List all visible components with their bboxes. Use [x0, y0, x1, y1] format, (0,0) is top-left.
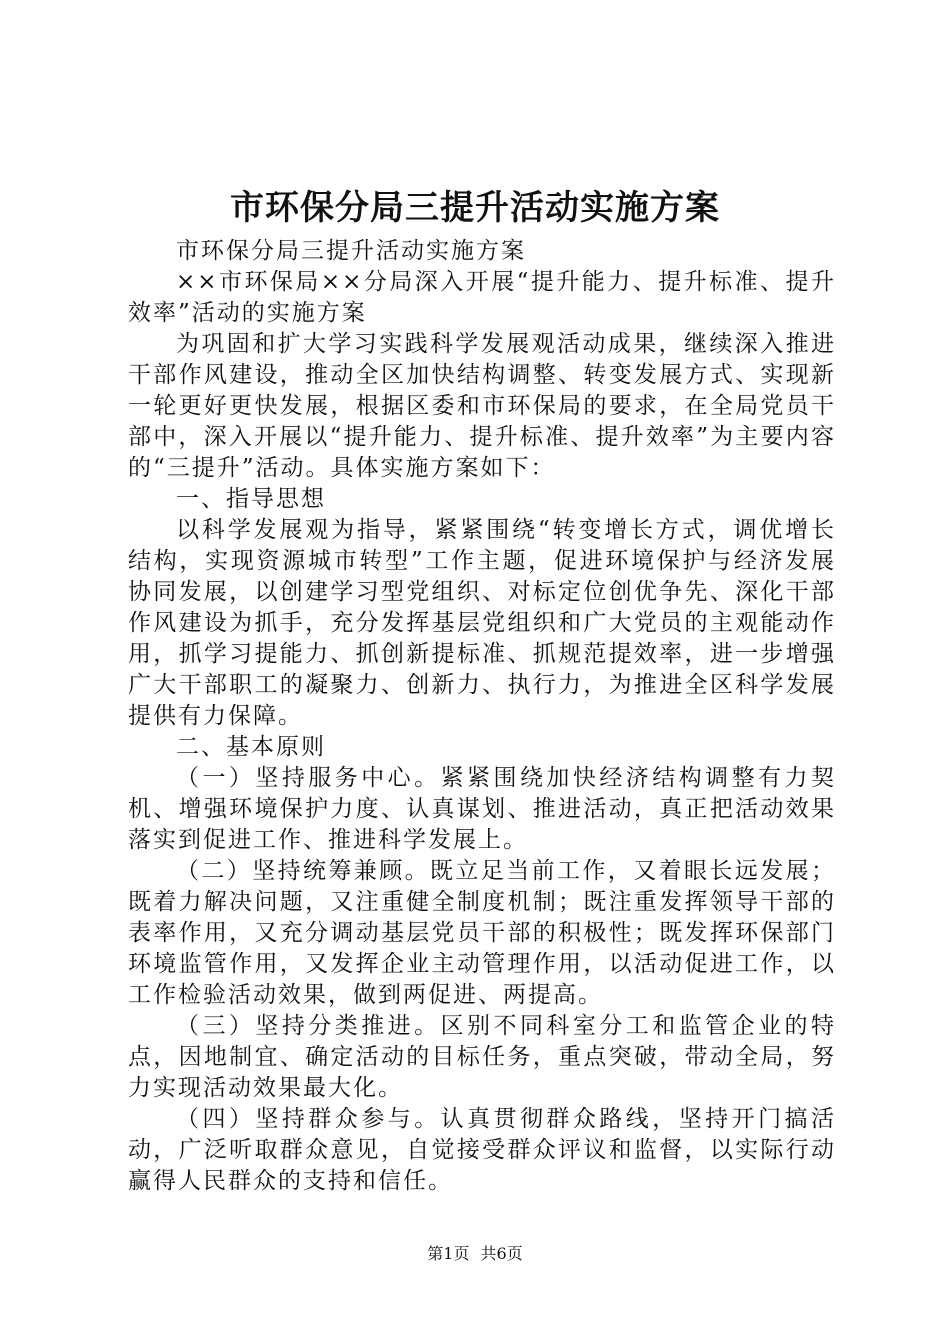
paragraph-plan-heading: ××市环保局××分局深入开展“提升能力、提升标准、提升效率”活动的实施方案: [128, 269, 836, 326]
paragraph-principle-3: （三）坚持分类推进。区别不同科室分工和监管企业的特点，因地制宜、确定活动的目标任务，重点突破，带动全局，努力实现活动效果最大化。: [128, 1013, 836, 1101]
paragraph-principle-1: （一）坚持服务中心。紧紧围绕加快经济结构调整有力契机、增强环境保护力度、认真谋划、推进活动，真正把活动效果落实到促进工作、推进科学发展上。: [128, 765, 836, 853]
paragraph-intro: 为巩固和扩大学习实践科学发展观活动成果，继续深入推进干部作风建设，推动全区加快结构调整、转变发展方式、实现新一轮更好更快发展，根据区委和市环保局的要求，在全局党员干部中，深入开展以“提升能力、提升标准、提升效率”为主要内容的“三提升”活动。具体实施方案如下：: [128, 331, 836, 481]
page-footer: [0, 1243, 950, 1265]
paragraph-guiding-thought: 以科学发展观为指导，紧紧围绕“转变增长方式，调优增长结构，实现资源城市转型”工作主题，促进环境保护与经济发展协同发展，以创建学习型党组织、对标定位创优争先、深化干部作风建设为抓手，充分发挥基层党组织和广大党员的主观能动作用，抓学习提能力、抓创新提标准、抓规范提效率，进一步增强广大干部职工的凝聚力、创新力、执行力，为推进全区科学发展提供有力保障。: [128, 517, 836, 729]
paragraph-principle-2: （二）坚持统筹兼顾。既立足当前工作，又着眼长远发展；既着力解决问题，又注重健全制度机制；既注重发挥领导干部的表率作用，又充分调动基层党员干部的积极性；既发挥环保部门环境监管作用，又发挥企业主动管理作用，以活动促进工作，以工作检验活动效果，做到两促进、两提高。: [128, 858, 836, 1008]
paragraph-subtitle: 市环保分局三提升活动实施方案: [176, 238, 526, 264]
page-total: 共6页: [480, 1244, 523, 1263]
section-heading-basic-principles: 二、基本原则: [176, 734, 326, 760]
document-title: 市环保分局三提升活动实施方案: [230, 188, 720, 228]
section-heading-guiding-thought: 一、指导思想: [176, 486, 326, 512]
document-body: [128, 236, 836, 1197]
paragraph-principle-4: （四）坚持群众参与。认真贯彻群众路线，坚持开门搞活动，广泛听取群众意见，自觉接受群众评议和监督，以实际行动赢得人民群众的支持和信任。: [128, 1106, 836, 1194]
page-number: 第1页: [427, 1244, 470, 1263]
